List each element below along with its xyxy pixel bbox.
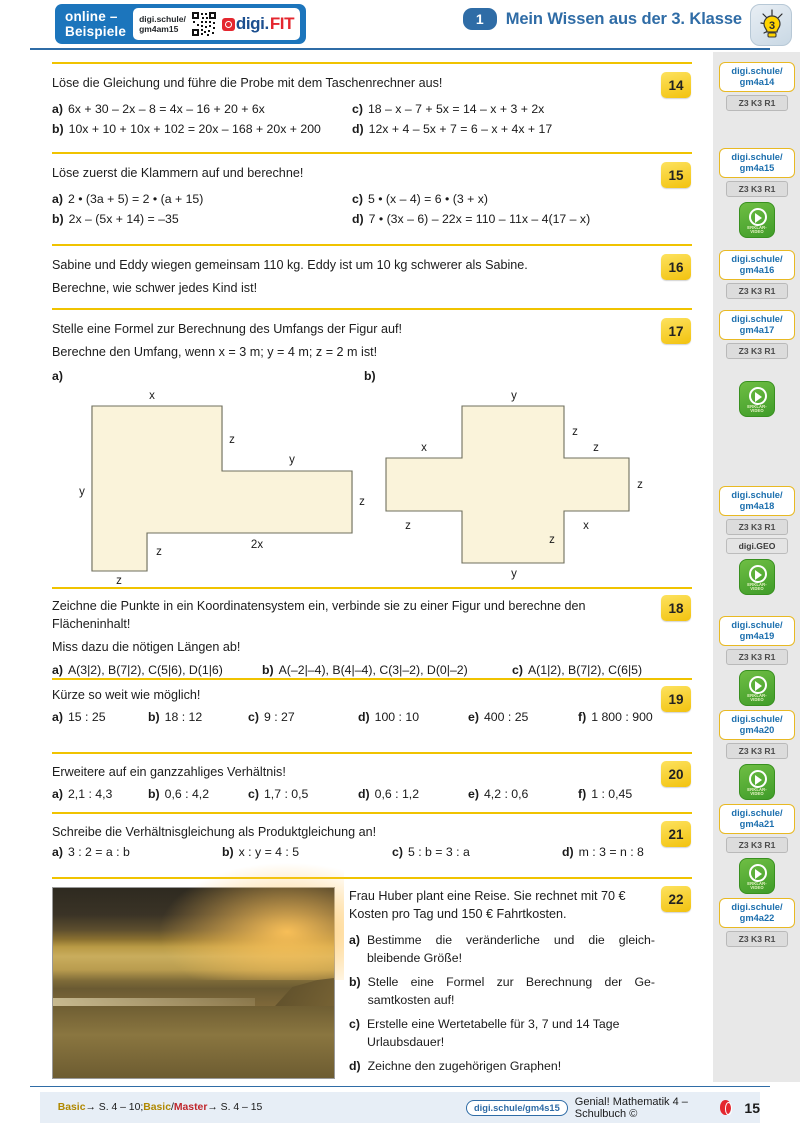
digi-schule-code-box[interactable]: digi.schule/ gm4a16 — [719, 250, 795, 280]
play-triangle-icon — [755, 392, 762, 402]
item-key: c) — [392, 845, 403, 859]
digi-schule-code-box[interactable]: digi.schule/ gm4a21 — [719, 804, 795, 834]
exercise-number-badge: 15 — [661, 162, 691, 188]
exercise-19 — [0, 678, 713, 727]
sidebar-item-gm4a17[interactable] — [719, 310, 795, 417]
explainer-video-button[interactable]: ERKLÄR- VIDEO — [739, 670, 775, 706]
sidebar-item-gm4a21[interactable] — [719, 804, 795, 894]
figure-a-label: a) — [52, 369, 63, 383]
digi-schule-code-box[interactable]: digi.schule/ gm4a17 — [719, 310, 795, 340]
competency-badge: Z3 K3 R1 — [726, 519, 788, 535]
exercise-prompt: Schreibe die Verhältnisgleichung als Produktgleichung an! — [52, 825, 377, 839]
level-reference — [40, 1092, 280, 1123]
exercise-14 — [0, 62, 713, 139]
item-key: a) — [349, 933, 360, 947]
svg-text:x: x — [421, 442, 427, 454]
exercise-16 — [0, 244, 713, 297]
svg-text:z: z — [359, 496, 365, 508]
exercise-number-badge: 22 — [661, 886, 691, 912]
figure-a — [52, 369, 365, 587]
chapter-number: 1 — [463, 8, 497, 30]
exercise-18 — [0, 587, 713, 680]
item-text: 5 • (x – 4) = 6 • (3 + x) — [367, 192, 488, 206]
digi-schule-code-box[interactable]: digi.schule/ gm4a14 — [719, 62, 795, 92]
svg-text:y: y — [511, 390, 517, 402]
item-text: 100 : 10 — [374, 710, 420, 724]
item-key: c) — [352, 192, 363, 206]
item-text: 2,1 : 4,3 — [67, 787, 113, 801]
page-number: 15 — [744, 1099, 760, 1116]
svg-text:x: x — [583, 520, 589, 532]
competency-badge: Z3 K3 R1 — [726, 837, 788, 853]
header-divider — [30, 48, 770, 50]
svg-text:z: z — [156, 546, 162, 558]
item-text: 6x + 30 – 2x – 8 = 4x – 16 + 20 + 6x — [67, 102, 265, 116]
item-key: a) — [52, 845, 63, 859]
play-triangle-icon — [755, 213, 762, 223]
svg-text:z: z — [116, 575, 122, 587]
beach-sunset-photo — [52, 887, 335, 1079]
play-triangle-icon — [755, 570, 762, 580]
svg-text:z: z — [229, 434, 235, 446]
play-triangle-icon — [755, 681, 762, 691]
item-key: b) — [262, 663, 274, 677]
sidebar-item-gm4a14[interactable] — [719, 62, 795, 111]
exercise-prompt: Kürze so weit wie möglich! — [52, 688, 201, 702]
digi-geo-badge[interactable]: digi.GEO — [726, 538, 788, 554]
exercise-prompt-line-1: Frau Huber plant eine Reise. Sie rechnet mit 70 € — [349, 889, 626, 903]
publisher-logo-icon — [720, 1100, 732, 1115]
svg-text:y: y — [511, 568, 517, 580]
item-key: a) — [52, 102, 63, 116]
item-text: 9 : 27 — [263, 710, 295, 724]
item-text: x : y = 4 : 5 — [238, 845, 300, 859]
exercise-number-badge: 16 — [661, 254, 691, 280]
item-text: 2 • (3a + 5) = 2 • (a + 15) — [67, 192, 204, 206]
item-key: e) — [468, 787, 479, 801]
item-text: 2x – (5x + 14) = –35 — [68, 212, 179, 226]
item-key: d) — [358, 710, 370, 724]
page-footer — [0, 1082, 800, 1131]
item-key: a) — [52, 192, 63, 206]
exercise-prompt-line-1: Zeichne die Punkte in ein Koordinatensystem ein, verbinde sie zu einer Figur und berechne den — [52, 599, 586, 613]
exercise-number-badge: 14 — [661, 72, 691, 98]
exercise-20 — [0, 752, 713, 804]
digi-schule-code: digi.schule/ gm4am15 — [139, 14, 186, 34]
play-triangle-icon — [755, 869, 762, 879]
explainer-video-button[interactable]: ERKLÄR- VIDEO — [739, 764, 775, 800]
sidebar-item-gm4a19[interactable] — [719, 616, 795, 706]
footer-book-title: Genial! Mathematik 4 – Schulbuch © — [574, 1095, 688, 1120]
digifit-logo: digi. FIT — [222, 14, 294, 34]
sidebar-item-gm4a15[interactable] — [719, 148, 795, 238]
competency-badge: Z3 K3 R1 — [726, 649, 788, 665]
svg-text:2x: 2x — [250, 539, 264, 551]
item-text: m : 3 = n : 8 — [578, 845, 644, 859]
svg-text:z: z — [549, 534, 555, 546]
item-text: Bestimme die veränderliche und die gleich-bleibende Größe! — [366, 933, 655, 965]
item-text: 4,2 : 0,6 — [483, 787, 529, 801]
svg-text:x: x — [149, 390, 155, 402]
chapter-title: Mein Wissen aus der 3. Klasse — [505, 9, 742, 28]
competency-badge: Z3 K3 R1 — [726, 95, 788, 111]
explainer-video-button[interactable]: ERKLÄR- VIDEO — [739, 202, 775, 238]
lightbulb-number: 3 — [768, 20, 776, 32]
item-key: d) — [358, 787, 370, 801]
item-text: 5 : b = 3 : a — [407, 845, 470, 859]
item-key: d) — [352, 212, 364, 226]
item-key: b) — [52, 212, 64, 226]
digi-schule-code-box[interactable]: digi.schule/ gm4a15 — [719, 148, 795, 178]
item-text: 1 : 0,45 — [591, 787, 633, 801]
item-key: b) — [52, 122, 64, 136]
exercise-prompt-line-2: Kosten pro Tag und 150 € Fahrtkosten. — [349, 907, 567, 921]
exercise-17 — [0, 308, 713, 587]
master-reference: → S. 4 – 15 — [207, 1102, 263, 1113]
competency-badge: Z3 K3 R1 — [726, 343, 788, 359]
item-text: 18 : 12 — [164, 710, 203, 724]
item-key: d) — [352, 122, 364, 136]
item-key: c) — [352, 102, 363, 116]
sidebar-item-gm4a20[interactable] — [719, 710, 795, 800]
footer-divider — [30, 1086, 770, 1087]
basic-label: Basic — [57, 1102, 86, 1113]
explainer-video-button[interactable]: ERKLÄR- VIDEO — [739, 381, 775, 417]
svg-text:y: y — [79, 486, 85, 498]
item-key: a) — [52, 710, 63, 724]
exercise-prompt-line-2: Flächeninhalt! — [52, 617, 131, 631]
item-key: d) — [562, 845, 574, 859]
exercise-22 — [0, 877, 713, 1079]
item-text: Zeichne den zugehörigen Graphen! — [367, 1059, 562, 1073]
digi-schule-code-box[interactable]: digi.schule/ gm4a22 — [719, 898, 795, 928]
exercise-15 — [0, 152, 713, 229]
footer-digi-schule-code[interactable]: digi.schule/gm4s15 — [466, 1100, 568, 1116]
item-key: c) — [349, 1017, 360, 1031]
item-text: 400 : 25 — [483, 710, 529, 724]
item-text: 7 • (3x – 6) – 22x = 110 – 11x – 4(17 – x) — [368, 212, 591, 226]
basic-master-label: Basic/Master — [143, 1102, 208, 1113]
item-text: Erstelle eine Wertetabelle für 3, 7 und 14 Tage Urlaubsdauer! — [366, 1017, 620, 1049]
competency-badge: Z3 K3 R1 — [726, 283, 788, 299]
item-key: c) — [512, 663, 523, 677]
competency-badge: Z3 K3 R1 — [726, 181, 788, 197]
item-text: 15 : 25 — [67, 710, 106, 724]
svg-text:z: z — [593, 442, 599, 454]
item-key: b) — [148, 710, 160, 724]
digi-schule-code-box[interactable]: digi.schule/ gm4a19 — [719, 616, 795, 646]
item-text: 18 – x – 7 + 5x = 14 – x + 3 + 2x — [367, 102, 545, 116]
exercise-number-badge: 20 — [661, 761, 691, 787]
competency-badge: Z3 K3 R1 — [726, 743, 788, 759]
exercise-number-badge: 19 — [661, 686, 691, 712]
basic-reference: → S. 4 – 10; — [85, 1102, 144, 1113]
sidebar-item-gm4a18[interactable] — [719, 486, 795, 595]
explainer-video-button[interactable]: ERKLÄR- VIDEO — [739, 858, 775, 894]
exercise-prompt: Löse die Gleichung und führe die Probe mit dem Taschenrechner aus! — [52, 76, 443, 90]
exercise-prompt-line-3: Miss dazu die nötigen Längen ab! — [52, 640, 241, 654]
exercise-prompt-line-2: Berechne den Umfang, wenn x = 3 m; y = 4 m; z = 2 m ist! — [52, 345, 378, 359]
item-key: c) — [248, 710, 259, 724]
item-text: 0,6 : 1,2 — [374, 787, 420, 801]
item-key: b) — [222, 845, 234, 859]
item-text: 10x + 10 + 10x + 102 = 20x – 168 + 20x + 200 — [68, 122, 321, 136]
exercise-number-badge: 17 — [661, 318, 691, 344]
item-key: b) — [349, 975, 361, 989]
explainer-video-button[interactable]: ERKLÄR- VIDEO — [739, 559, 775, 595]
item-text: A(3|2), B(7|2), C(5|6), D(1|6) — [67, 663, 223, 677]
exercise-number-badge: 18 — [661, 595, 691, 621]
svg-text:z: z — [637, 479, 643, 491]
item-key: e) — [468, 710, 479, 724]
item-text: 0,6 : 4,2 — [164, 787, 210, 801]
item-key: c) — [248, 787, 259, 801]
figure-b-shape — [364, 383, 664, 578]
digi-schule-code-box[interactable]: digi.schule/ gm4a20 — [719, 710, 795, 740]
item-key: b) — [148, 787, 160, 801]
figure-a-shape — [52, 383, 365, 587]
svg-text:z: z — [405, 520, 411, 532]
digifit-mark-icon — [222, 18, 235, 31]
item-key: d) — [349, 1059, 361, 1073]
figure-b-label: b) — [364, 369, 376, 383]
exercise-21 — [0, 812, 713, 862]
play-triangle-icon — [755, 775, 762, 785]
competency-badge: Z3 K3 R1 — [726, 931, 788, 947]
item-text: Stelle eine Formel zur Berechnung der Ge-samtkosten auf! — [367, 975, 655, 1007]
figure-b — [364, 369, 664, 583]
digi-schule-sidebar — [713, 52, 800, 1082]
item-text: 3 : 2 = a : b — [67, 845, 130, 859]
sidebar-item-gm4a16[interactable] — [719, 250, 795, 299]
item-key: a) — [52, 663, 63, 677]
exercise-number-badge: 21 — [661, 821, 691, 847]
footer-spacer — [280, 1092, 460, 1123]
item-text: A(1|2), B(7|2), C(6|5) — [527, 663, 643, 677]
item-text: 12x + 4 – 5x + 7 = 6 – x + 4x + 17 — [368, 122, 553, 136]
qr-code-icon[interactable] — [191, 11, 217, 37]
exercise-prompt: Erweitere auf ein ganzzahliges Verhältnis! — [52, 765, 286, 779]
item-text: A(–2|–4), B(4|–4), C(3|–2), D(0|–2) — [278, 663, 468, 677]
item-key: f) — [578, 710, 587, 724]
exercise-prompt-line-1: Stelle eine Formel zur Berechnung des Umfangs der Figur auf! — [52, 322, 402, 336]
svg-text:z: z — [572, 426, 578, 438]
sidebar-item-gm4a22[interactable] — [719, 898, 795, 947]
page-header — [0, 0, 800, 52]
footer-imprint — [460, 1092, 760, 1123]
digi-schule-code-box[interactable]: digi.schule/ gm4a18 — [719, 486, 795, 516]
digifit-code-panel[interactable] — [133, 8, 300, 40]
exercise-prompt: Löse zuerst die Klammern auf und berechne! — [52, 166, 304, 180]
item-text: 1,7 : 0,5 — [263, 787, 309, 801]
item-key: a) — [52, 787, 63, 801]
online-examples-badge[interactable] — [55, 4, 306, 44]
exercise-prompt-line-2: Berechne, wie schwer jedes Kind ist! — [52, 281, 258, 295]
chapter-heading — [463, 8, 742, 30]
svg-text:y: y — [289, 454, 295, 466]
item-text: 1 800 : 900 — [591, 710, 653, 724]
lightbulb-badge — [750, 4, 792, 46]
online-examples-label: online – Beispiele — [65, 9, 127, 39]
item-key: f) — [578, 787, 587, 801]
exercise-prompt-line-1: Sabine und Eddy wiegen gemeinsam 110 kg. Eddy ist um 10 kg schwerer als Sabine. — [52, 258, 528, 272]
